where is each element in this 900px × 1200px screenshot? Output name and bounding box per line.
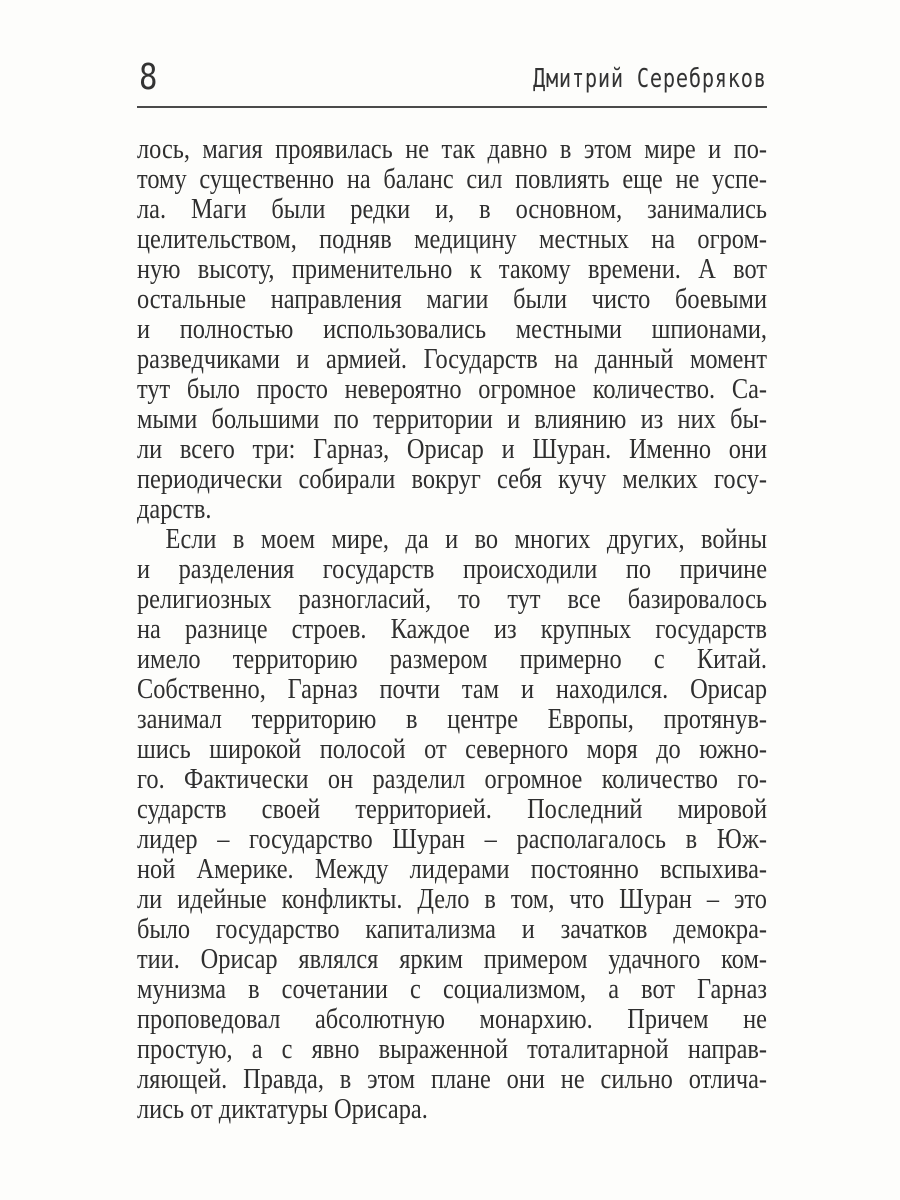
text-line: ла. Маги были редки и, в основном, занимались bbox=[137, 193, 767, 225]
text-line: периодически собирали вокруг себя кучу мелких госу- bbox=[137, 463, 767, 495]
text-line: занимал территорию в центре Европы, протянув- bbox=[137, 703, 767, 735]
author-name: Дмитрий Серебряков bbox=[533, 64, 767, 94]
text-line: и полностью использовались местными шпионами, bbox=[137, 313, 767, 345]
text-line: религиозных разногласий, то тут все базировалось bbox=[137, 583, 767, 615]
body-text bbox=[137, 134, 767, 1124]
text-column bbox=[137, 134, 767, 1124]
text-line: тии. Орисар являлся ярким примером удачного ком- bbox=[137, 943, 767, 975]
paragraph bbox=[137, 524, 767, 1124]
text-line: ли всего три: Гарназ, Орисар и Шуран. Именно они bbox=[137, 433, 767, 465]
text-line: лидер – государство Шуран – располагалось в Юж- bbox=[137, 823, 767, 855]
text-line: на разнице строев. Каждое из крупных государств bbox=[137, 613, 767, 645]
text-line: дарств. bbox=[137, 493, 212, 525]
paragraph bbox=[137, 134, 767, 524]
text-line: ли идейные конфликты. Дело в том, что Шуран – это bbox=[137, 883, 767, 915]
text-line: мыми большими по территории и влиянию из них бы- bbox=[137, 403, 767, 435]
text-line: остальные направления магии были чисто боевыми bbox=[137, 283, 767, 315]
text-line: тому существенно на баланс сил повлиять еще не успе- bbox=[137, 163, 767, 195]
text-line: Собственно, Гарназ почти там и находился. Орисар bbox=[137, 673, 767, 705]
text-line: шись широкой полосой от северного моря до южно- bbox=[137, 733, 767, 765]
text-line: сударств своей территорией. Последний мировой bbox=[137, 793, 767, 825]
page-number: 8 bbox=[139, 57, 158, 98]
text-line: ную высоту, применительно к такому времени. А вот bbox=[137, 253, 767, 285]
text-line: лись от диктатуры Орисара. bbox=[137, 1093, 428, 1125]
text-line: простую, а с явно выраженной тоталитарной направ- bbox=[137, 1033, 767, 1065]
text-line: лось, магия проявилась не так давно в этом мире и по- bbox=[137, 133, 767, 165]
text-line: имело территорию размером примерно с Китай. bbox=[137, 643, 767, 675]
text-line: проповедовал абсолютную монархию. Причем не bbox=[137, 1003, 767, 1035]
text-line: мунизма в сочетании с социализмом, а вот Гарназ bbox=[137, 973, 767, 1005]
header-rule bbox=[137, 106, 767, 108]
text-line: целительством, подняв медицину местных на огром- bbox=[137, 223, 767, 255]
text-line: ной Америке. Между лидерами постоянно вспыхива- bbox=[137, 853, 767, 885]
text-line: ляющей. Правда, в этом плане они не сильно отлича- bbox=[137, 1063, 767, 1095]
text-line: и разделения государств происходили по причине bbox=[137, 553, 767, 585]
text-line: Если в моем мире, да и во многих других, войны bbox=[165, 523, 767, 555]
text-line: разведчиками и армией. Государств на данный момент bbox=[137, 343, 767, 375]
text-line: тут было просто невероятно огромное количество. Са- bbox=[137, 373, 767, 405]
text-line: го. Фактически он разделил огромное количество го- bbox=[137, 763, 767, 795]
text-line: было государство капитализма и зачатков демокра- bbox=[137, 913, 767, 945]
